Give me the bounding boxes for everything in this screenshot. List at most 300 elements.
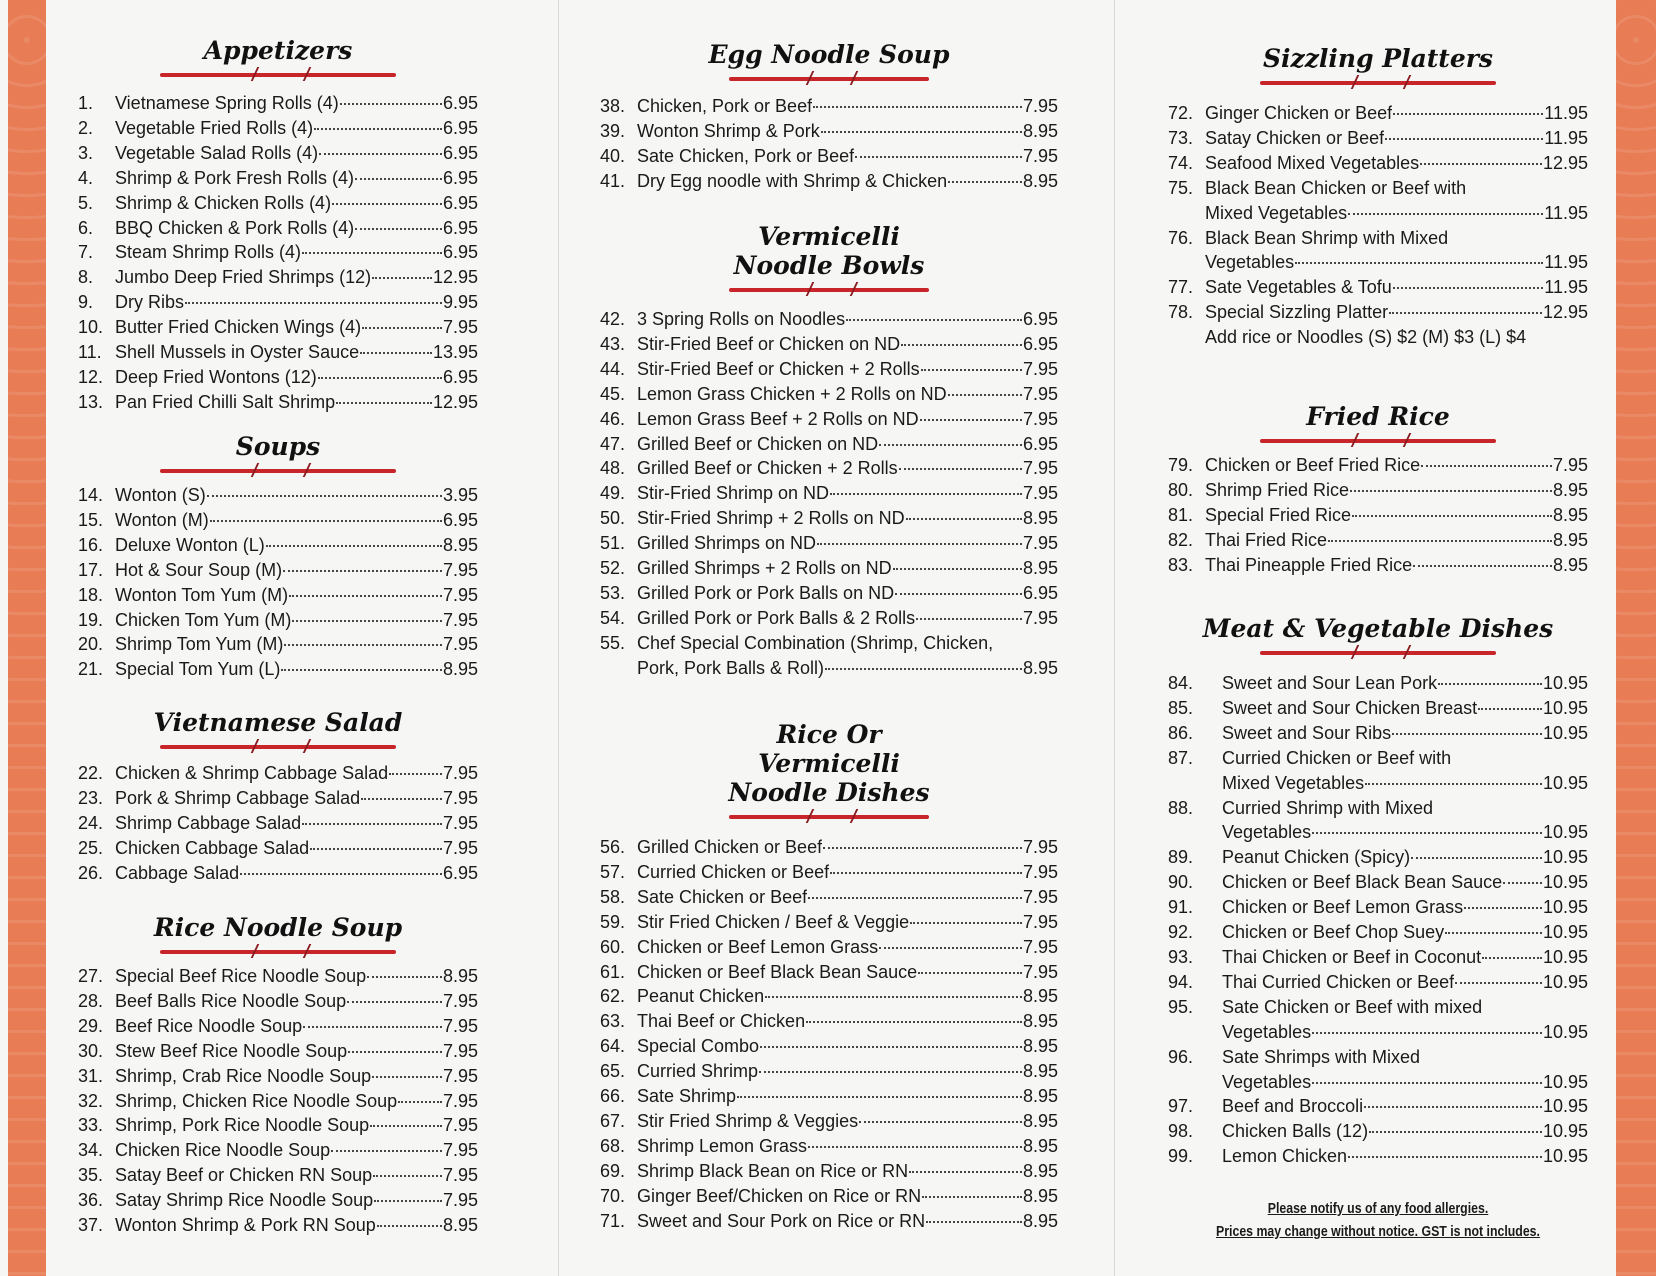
item-price: 8.95 — [442, 966, 478, 986]
item-price: 8.95 — [1022, 1110, 1058, 1131]
item-price: 11.95 — [1544, 103, 1588, 123]
dot-leader — [909, 1171, 1022, 1173]
menu-item — [1168, 528, 1588, 553]
section-divider — [160, 944, 396, 958]
dot-leader — [367, 976, 442, 978]
menu-item — [600, 581, 1058, 606]
item-name: Chicken or Beef Black Bean Sauce — [637, 961, 918, 982]
section-title: Meat & Vegetable Dishes — [1202, 614, 1554, 643]
item-price: 8.95 — [1022, 1036, 1058, 1057]
section-title: Egg Noodle Soup — [708, 40, 950, 69]
dot-leader — [1312, 832, 1542, 834]
dot-leader — [926, 1221, 1022, 1223]
item-number: 78. — [1168, 302, 1194, 323]
item-name: Grilled Shrimps + 2 Rolls on ND — [637, 558, 892, 579]
item-name: Satay Chicken or Beef — [1205, 127, 1385, 148]
dot-leader — [760, 1046, 1022, 1048]
item-number: 59. — [600, 911, 626, 932]
item-number: 74. — [1168, 152, 1194, 173]
item-number: 88. — [1168, 797, 1194, 818]
item-name: Chicken & Shrimp Cabbage Salad — [115, 763, 389, 783]
item-price: 10.95 — [1542, 1146, 1588, 1167]
section-divider — [160, 67, 396, 81]
price-notice: Prices may change without notice. GST is not includes. — [1216, 1224, 1540, 1240]
item-number: 73. — [1168, 127, 1194, 148]
item-price: 8.95 — [442, 659, 478, 680]
section-title: Vermicelli Noodle Bowls — [733, 222, 925, 280]
item-number: 14. — [78, 485, 104, 505]
menu-item — [78, 290, 478, 315]
item-price: 6.95 — [442, 242, 478, 263]
dot-leader — [948, 394, 1022, 396]
menu-item — [78, 1163, 478, 1188]
item-number: 83. — [1168, 554, 1194, 575]
item-price: 7.95 — [442, 1065, 478, 1086]
item-name: Dry Egg noodle with Shrimp & Chicken — [637, 170, 948, 191]
item-price: 11.95 — [1544, 277, 1588, 298]
menu-item — [600, 432, 1058, 457]
menu-item — [78, 116, 478, 141]
item-name: Special Tom Yum (L) — [115, 659, 281, 680]
item-number: 86. — [1168, 722, 1194, 743]
item-price: 8.95 — [1022, 1160, 1058, 1181]
item-price: 6.95 — [442, 217, 478, 238]
section-divider — [160, 463, 396, 477]
fold-line — [558, 0, 559, 1276]
item-name: Thai Pineapple Fried Rice — [1205, 554, 1413, 575]
item-price: 7.95 — [442, 559, 478, 580]
menu-item — [78, 340, 478, 365]
item-name: Chicken or Beef Chop Suey — [1222, 922, 1445, 943]
menu-item — [600, 1009, 1058, 1034]
item-number: 55. — [600, 632, 626, 653]
dot-leader — [948, 181, 1022, 183]
item-number: 5. — [78, 192, 94, 213]
item-number: 93. — [1168, 946, 1194, 967]
dot-leader — [1392, 733, 1542, 735]
item-price: 7.95 — [442, 634, 478, 655]
item-number: 65. — [600, 1061, 626, 1082]
menu-item — [600, 1184, 1058, 1209]
menu-item — [78, 786, 478, 811]
item-price: 7.95 — [442, 609, 478, 630]
menu-item — [78, 989, 478, 1014]
item-number: 75. — [1168, 177, 1194, 198]
dot-leader — [348, 1051, 442, 1053]
menu-item — [1168, 1094, 1588, 1119]
item-name: Sweet and Sour Chicken Breast — [1222, 697, 1478, 718]
item-number: 79. — [1168, 455, 1194, 475]
decorative-border-right — [1616, 0, 1656, 1276]
item-number: 24. — [78, 812, 104, 833]
dot-leader — [360, 352, 432, 354]
item-name: Sweet and Sour Pork on Rice or RN — [637, 1210, 926, 1231]
item-number: 66. — [600, 1086, 626, 1107]
item-number: 47. — [600, 433, 626, 454]
dot-leader — [855, 156, 1022, 158]
item-name: Sate Chicken, Pork or Beef — [637, 145, 855, 166]
item-name: Wonton (M) — [115, 509, 209, 530]
item-number: 28. — [78, 990, 104, 1011]
item-number: 37. — [78, 1215, 104, 1236]
item-name-continued: Vegetables — [1222, 1021, 1312, 1042]
item-name: Ginger Beef/Chicken on Rice or RN — [637, 1185, 922, 1206]
menu-item — [600, 382, 1058, 407]
dot-leader — [355, 228, 442, 230]
item-number: 7. — [78, 242, 94, 263]
item-number: 32. — [78, 1090, 104, 1111]
item-number: 18. — [78, 584, 104, 605]
menu-item — [600, 1084, 1058, 1109]
item-name: Sweet and Sour Lean Pork — [1222, 673, 1438, 693]
item-price: 8.95 — [1022, 508, 1058, 529]
dot-leader — [765, 996, 1022, 998]
item-price: 7.95 — [442, 787, 478, 808]
item-name: Vegetable Fried Rolls (4) — [115, 117, 314, 138]
item-number: 1. — [78, 93, 94, 113]
fold-line — [1114, 0, 1115, 1276]
dot-leader — [817, 543, 1022, 545]
item-number: 56. — [600, 837, 626, 857]
item-price: 7.95 — [442, 763, 478, 783]
item-number: 82. — [1168, 529, 1194, 550]
dot-leader — [1389, 312, 1542, 314]
item-price: 6.95 — [442, 366, 478, 387]
dot-leader — [1364, 1106, 1542, 1108]
item-name: Chicken, Pork or Beef — [637, 96, 813, 116]
dot-leader — [1413, 565, 1552, 567]
item-number: 2. — [78, 117, 94, 138]
item-price: 10.95 — [1542, 822, 1588, 843]
dot-leader — [1478, 708, 1542, 710]
item-number: 4. — [78, 167, 94, 188]
dot-leader — [292, 620, 442, 622]
dot-leader — [266, 545, 442, 547]
item-name: Chicken Tom Yum (M) — [115, 609, 292, 630]
menu-item-line — [1168, 176, 1588, 201]
item-number: 84. — [1168, 673, 1194, 693]
dot-leader — [377, 1225, 442, 1227]
menu-item — [78, 1064, 478, 1089]
dot-leader — [1420, 163, 1542, 165]
dot-leader — [1348, 213, 1543, 215]
menu-item — [78, 240, 478, 265]
item-number: 26. — [78, 862, 104, 883]
item-price: 10.95 — [1542, 1096, 1588, 1117]
menu-item — [78, 265, 478, 290]
menu-item-line — [1168, 1045, 1588, 1070]
item-number: 70. — [600, 1185, 626, 1206]
item-name: Black Bean Chicken or Beef with — [1205, 177, 1467, 198]
item-price: 10.95 — [1542, 946, 1588, 967]
item-price: 6.95 — [442, 192, 478, 213]
dot-leader — [893, 568, 1022, 570]
dot-leader — [920, 419, 1022, 421]
dot-leader — [1455, 982, 1542, 984]
item-price: 10.95 — [1542, 722, 1588, 743]
menu-item-line — [1168, 746, 1588, 771]
item-number: 91. — [1168, 897, 1194, 918]
section-title: Fried Rice — [1306, 402, 1450, 431]
section-title: Soups — [235, 432, 321, 461]
menu-item — [1168, 300, 1588, 325]
item-price: 7.95 — [442, 990, 478, 1011]
menu-item — [78, 1039, 478, 1064]
item-price: 10.95 — [1542, 1121, 1588, 1142]
menu-item — [600, 1059, 1058, 1084]
item-price: 7.95 — [1022, 145, 1058, 166]
item-number: 77. — [1168, 277, 1194, 298]
item-number: 92. — [1168, 922, 1194, 943]
dot-leader — [910, 922, 1022, 924]
menu-item — [78, 1014, 478, 1039]
menu-item — [78, 964, 478, 989]
menu-item — [78, 216, 478, 241]
dot-leader — [1348, 1156, 1542, 1158]
item-number: 94. — [1168, 971, 1194, 992]
item-name: Shrimp Fried Rice — [1205, 479, 1350, 500]
item-price: 7.95 — [442, 1040, 478, 1061]
footnotes — [1168, 1198, 1588, 1244]
dot-leader — [314, 128, 442, 130]
section-title: Rice Noodle Soup — [153, 913, 403, 942]
dot-leader — [846, 319, 1022, 321]
menu-item — [1168, 870, 1588, 895]
item-name: Sate Shrimps with Mixed — [1222, 1046, 1421, 1067]
item-number: 33. — [78, 1115, 104, 1136]
section-divider — [729, 809, 929, 823]
item-price: 8.95 — [1022, 558, 1058, 579]
item-number: 51. — [600, 533, 626, 554]
dot-leader — [922, 1196, 1022, 1198]
item-name: Satay Shrimp Rice Noodle Soup — [115, 1190, 374, 1211]
item-number: 41. — [600, 170, 626, 191]
dot-leader — [823, 847, 1022, 849]
item-name: Chicken or Beef Black Bean Sauce — [1222, 872, 1503, 893]
item-number: 69. — [600, 1160, 626, 1181]
menu-item — [600, 506, 1058, 531]
item-price: 10.95 — [1542, 922, 1588, 943]
item-price: 7.95 — [442, 812, 478, 833]
item-name: Beef Rice Noodle Soup — [115, 1015, 303, 1036]
item-name: Lemon Chicken — [1222, 1146, 1348, 1167]
item-price: 10.95 — [1542, 897, 1588, 918]
menu-section-egg-noodle-soup — [600, 40, 1058, 194]
dot-leader — [1464, 907, 1542, 909]
item-name: Stir-Fried Shrimp on ND — [637, 483, 830, 504]
item-number: 98. — [1168, 1121, 1194, 1142]
menu-item — [1168, 1045, 1588, 1095]
menu-item — [1168, 275, 1588, 300]
item-name: Seafood Mixed Vegetables — [1205, 152, 1420, 173]
menu-item — [1168, 746, 1588, 796]
item-name: Chicken or Beef Lemon Grass — [1222, 897, 1464, 918]
item-name-continued: Vegetables — [1222, 1071, 1312, 1092]
dot-leader — [302, 252, 442, 254]
menu-item — [600, 935, 1058, 960]
menu-item — [78, 1188, 478, 1213]
item-name: Chicken Balls (12) — [1222, 1121, 1369, 1142]
item-name: Vietnamese Spring Rolls (4) — [115, 93, 339, 113]
item-price: 10.95 — [1542, 697, 1588, 718]
dot-leader — [185, 302, 442, 304]
item-price: 8.95 — [442, 1215, 478, 1236]
item-name: Wonton Shrimp & Pork — [637, 120, 820, 141]
item-price: 7.95 — [442, 1165, 478, 1186]
item-price: 12.95 — [1542, 302, 1588, 323]
item-price: 7.95 — [442, 1090, 478, 1111]
item-name: Thai Curried Chicken or Beef — [1222, 971, 1455, 992]
dot-leader — [336, 402, 432, 404]
dot-leader — [361, 798, 442, 800]
item-name: Stir Fried Shrimp & Veggies — [637, 1110, 859, 1131]
dot-leader — [859, 1121, 1022, 1123]
menu-item — [1168, 453, 1588, 478]
item-number: 20. — [78, 634, 104, 655]
item-name: Cabbage Salad — [115, 862, 240, 883]
menu-item — [600, 606, 1058, 631]
item-price: 12.95 — [432, 391, 478, 412]
item-name: Sweet and Sour Ribs — [1222, 722, 1392, 743]
item-price: 7.95 — [1022, 458, 1058, 479]
menu-item-line — [1168, 226, 1588, 251]
menu-item — [78, 141, 478, 166]
item-price: 9.95 — [442, 292, 478, 313]
item-number: 76. — [1168, 227, 1194, 248]
item-name: Pan Fried Chilli Salt Shrimp — [115, 391, 336, 412]
item-price: 7.95 — [442, 317, 478, 338]
item-name: Vegetable Salad Rolls (4) — [115, 142, 319, 163]
dot-leader — [1350, 490, 1552, 492]
menu-item — [78, 365, 478, 390]
item-price: 8.95 — [1022, 657, 1058, 678]
item-price: 7.95 — [442, 584, 478, 605]
item-price: 6.95 — [1022, 333, 1058, 354]
dot-leader — [374, 1200, 442, 1202]
item-name: Grilled Pork or Pork Balls on ND — [637, 582, 895, 603]
menu-item — [78, 811, 478, 836]
item-name-continued: Vegetables — [1205, 252, 1295, 273]
item-name: Chicken Cabbage Salad — [115, 837, 310, 858]
menu-item — [1168, 176, 1588, 226]
item-price: 7.95 — [1022, 483, 1058, 504]
item-name: Grilled Pork or Pork Balls & 2 Rolls — [637, 607, 916, 628]
menu-item — [600, 169, 1058, 194]
item-number: 62. — [600, 986, 626, 1007]
section-title: Vietnamese Salad — [153, 708, 403, 737]
menu-item-line — [600, 656, 1058, 681]
dot-leader — [332, 203, 442, 205]
menu-item — [78, 632, 478, 657]
dot-leader — [318, 377, 442, 379]
menu-item — [600, 910, 1058, 935]
item-price: 7.95 — [1022, 408, 1058, 429]
dot-leader — [879, 444, 1022, 446]
item-number: 87. — [1168, 747, 1194, 768]
item-price: 8.95 — [442, 534, 478, 555]
item-number: 63. — [600, 1011, 626, 1032]
item-number: 46. — [600, 408, 626, 429]
item-name: Special Combo — [637, 1036, 760, 1057]
dot-leader — [347, 1001, 442, 1003]
item-price: 8.95 — [1022, 170, 1058, 191]
dot-leader — [1385, 138, 1543, 140]
item-name: Stir-Fried Beef or Chicken on ND — [637, 333, 901, 354]
item-number: 54. — [600, 607, 626, 628]
menu-item — [78, 508, 478, 533]
item-price: 6.95 — [442, 509, 478, 530]
item-name-continued: Mixed Vegetables — [1205, 202, 1348, 223]
item-name: Shrimp Lemon Grass — [637, 1135, 808, 1156]
item-name: Grilled Beef or Chicken + 2 Rolls — [637, 458, 898, 479]
item-price: 7.95 — [442, 1140, 478, 1161]
item-number: 49. — [600, 483, 626, 504]
item-number: 25. — [78, 837, 104, 858]
item-price: 8.95 — [1022, 1086, 1058, 1107]
menu-item — [600, 860, 1058, 885]
dot-leader — [830, 493, 1022, 495]
menu-item — [600, 1109, 1058, 1134]
item-number: 45. — [600, 383, 626, 404]
item-price: 11.95 — [1544, 202, 1588, 223]
dot-leader — [1312, 1082, 1542, 1084]
item-price: 7.95 — [442, 837, 478, 858]
item-price: 8.95 — [1552, 504, 1588, 525]
dot-leader — [1295, 262, 1543, 264]
menu-item — [78, 483, 478, 508]
item-number: 36. — [78, 1190, 104, 1211]
item-number: 10. — [78, 317, 104, 338]
menu-item — [1168, 895, 1588, 920]
item-price: 10.95 — [1542, 772, 1588, 793]
item-number: 90. — [1168, 872, 1194, 893]
dot-leader — [1411, 857, 1542, 859]
item-number: 43. — [600, 333, 626, 354]
dot-leader — [1312, 1032, 1542, 1034]
section-divider — [729, 71, 929, 85]
item-price: 7.95 — [1022, 383, 1058, 404]
menu-item-line — [1168, 771, 1588, 796]
item-name: Lemon Grass Beef + 2 Rolls on ND — [637, 408, 919, 429]
item-name: Wonton Shrimp & Pork RN Soup — [115, 1215, 376, 1236]
item-name: Beef Balls Rice Noodle Soup — [115, 990, 347, 1011]
item-price: 8.95 — [1552, 479, 1588, 500]
item-name: Curried Shrimp — [637, 1061, 759, 1082]
item-name: Ginger Chicken or Beef — [1205, 103, 1393, 123]
dot-leader — [808, 1146, 1022, 1148]
item-name: Chicken or Beef Lemon Grass — [637, 936, 879, 957]
dot-leader — [1438, 683, 1542, 685]
menu-item — [1168, 101, 1588, 126]
dot-leader — [901, 344, 1022, 346]
item-number: 16. — [78, 534, 104, 555]
item-number: 58. — [600, 886, 626, 907]
item-price: 11.95 — [1544, 127, 1588, 148]
dot-leader — [1482, 957, 1542, 959]
item-price: 7.95 — [1022, 837, 1058, 857]
menu-item — [600, 307, 1058, 332]
item-number: 22. — [78, 763, 104, 783]
menu-item — [600, 94, 1058, 119]
menu-item — [78, 657, 478, 682]
item-number: 31. — [78, 1065, 104, 1086]
item-name: Curried Shrimp with Mixed — [1222, 797, 1434, 818]
item-number: 48. — [600, 458, 626, 479]
menu-item — [1168, 721, 1588, 746]
item-number: 12. — [78, 366, 104, 387]
item-number: 9. — [78, 292, 94, 313]
dot-leader — [808, 897, 1022, 899]
